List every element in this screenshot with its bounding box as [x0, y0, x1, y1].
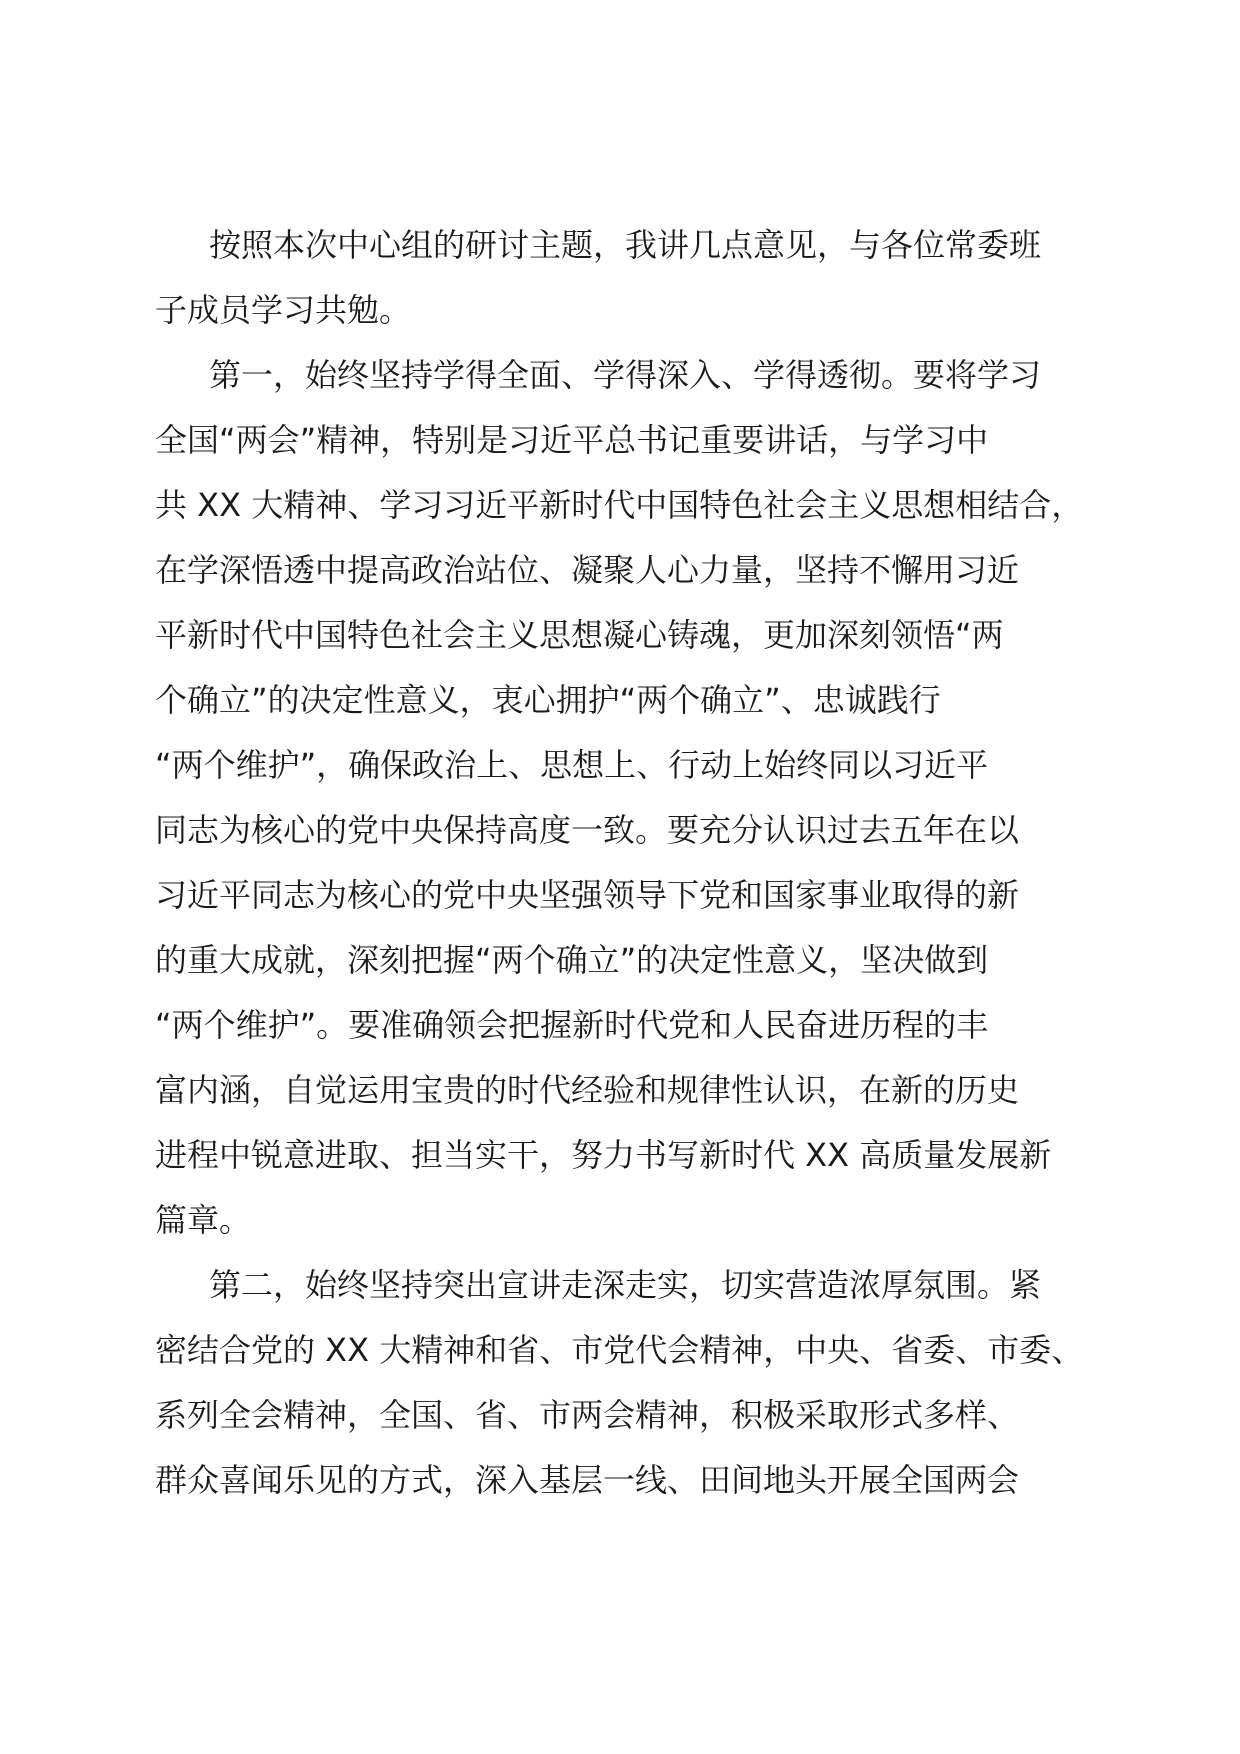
paragraph-second-line-3: 系列全会精神，全国、省、市两会精神，积极采取形式多样、 [155, 1396, 1020, 1434]
paragraph-intro-line-1: 按照本次中心组的研讨主题，我讲几点意见，与各位常委班 [209, 226, 1042, 264]
document-body [155, 213, 1095, 1513]
paragraph-first-line-3: 共 XX 大精神、学习习近平新时代中国特色社会主义思想相结合， [155, 486, 1084, 524]
paragraph-first-line-11: “两个维护”。要准确领会把握新时代党和人民奋进历程的丰 [155, 1006, 989, 1044]
paragraph-first-line-4: 在学深悟透中提高政治站位、凝聚人心力量，坚持不懈用习近 [155, 551, 1020, 589]
paragraph-first-line-6: 个确立”的决定性意义，衷心拥护“两个确立”、忠诚践行 [155, 681, 941, 719]
paragraph-first-line-7: “两个维护”，确保政治上、思想上、行动上始终同以习近平 [155, 746, 989, 784]
paragraph-first-line-10: 的重大成就，深刻把握“两个确立”的决定性意义，坚决做到 [155, 941, 989, 979]
paragraph-first-line-2: 全国“两会”精神，特别是习近平总书记重要讲话，与学习中 [155, 421, 989, 459]
paragraph-second-line-4: 群众喜闻乐见的方式，深入基层一线、田间地头开展全国两会 [155, 1461, 1020, 1499]
paragraph-intro-line-2: 子成员学习共勉。 [155, 291, 412, 329]
paragraph-first-line-8: 同志为核心的党中央保持高度一致。要充分认识过去五年在以 [155, 811, 1020, 849]
paragraph-first-line-14: 篇章。 [155, 1201, 252, 1239]
paragraph-first-line-5: 平新时代中国特色社会主义思想凝心铸魂，更加深刻领悟“两 [155, 616, 1004, 654]
paragraph-first-line-13: 进程中锐意进取、担当实干，努力书写新时代 XX 高质量发展新 [155, 1136, 1052, 1174]
paragraph-first-line-1: 第一，始终坚持学得全面、学得深入、学得透彻。要将学习 [209, 356, 1042, 394]
paragraph-second-line-2: 密结合党的 XX 大精神和省、市党代会精神，中央、省委、市委、 [155, 1331, 1084, 1369]
paragraph-first-line-9: 习近平同志为核心的党中央坚强领导下党和国家事业取得的新 [155, 876, 1020, 914]
paragraph-second-line-1: 第二，始终坚持突出宣讲走深走实，切实营造浓厚氛围。紧 [209, 1266, 1042, 1304]
paragraph-first-line-12: 富内涵，自觉运用宝贵的时代经验和规律性认识，在新的历史 [155, 1071, 1020, 1109]
